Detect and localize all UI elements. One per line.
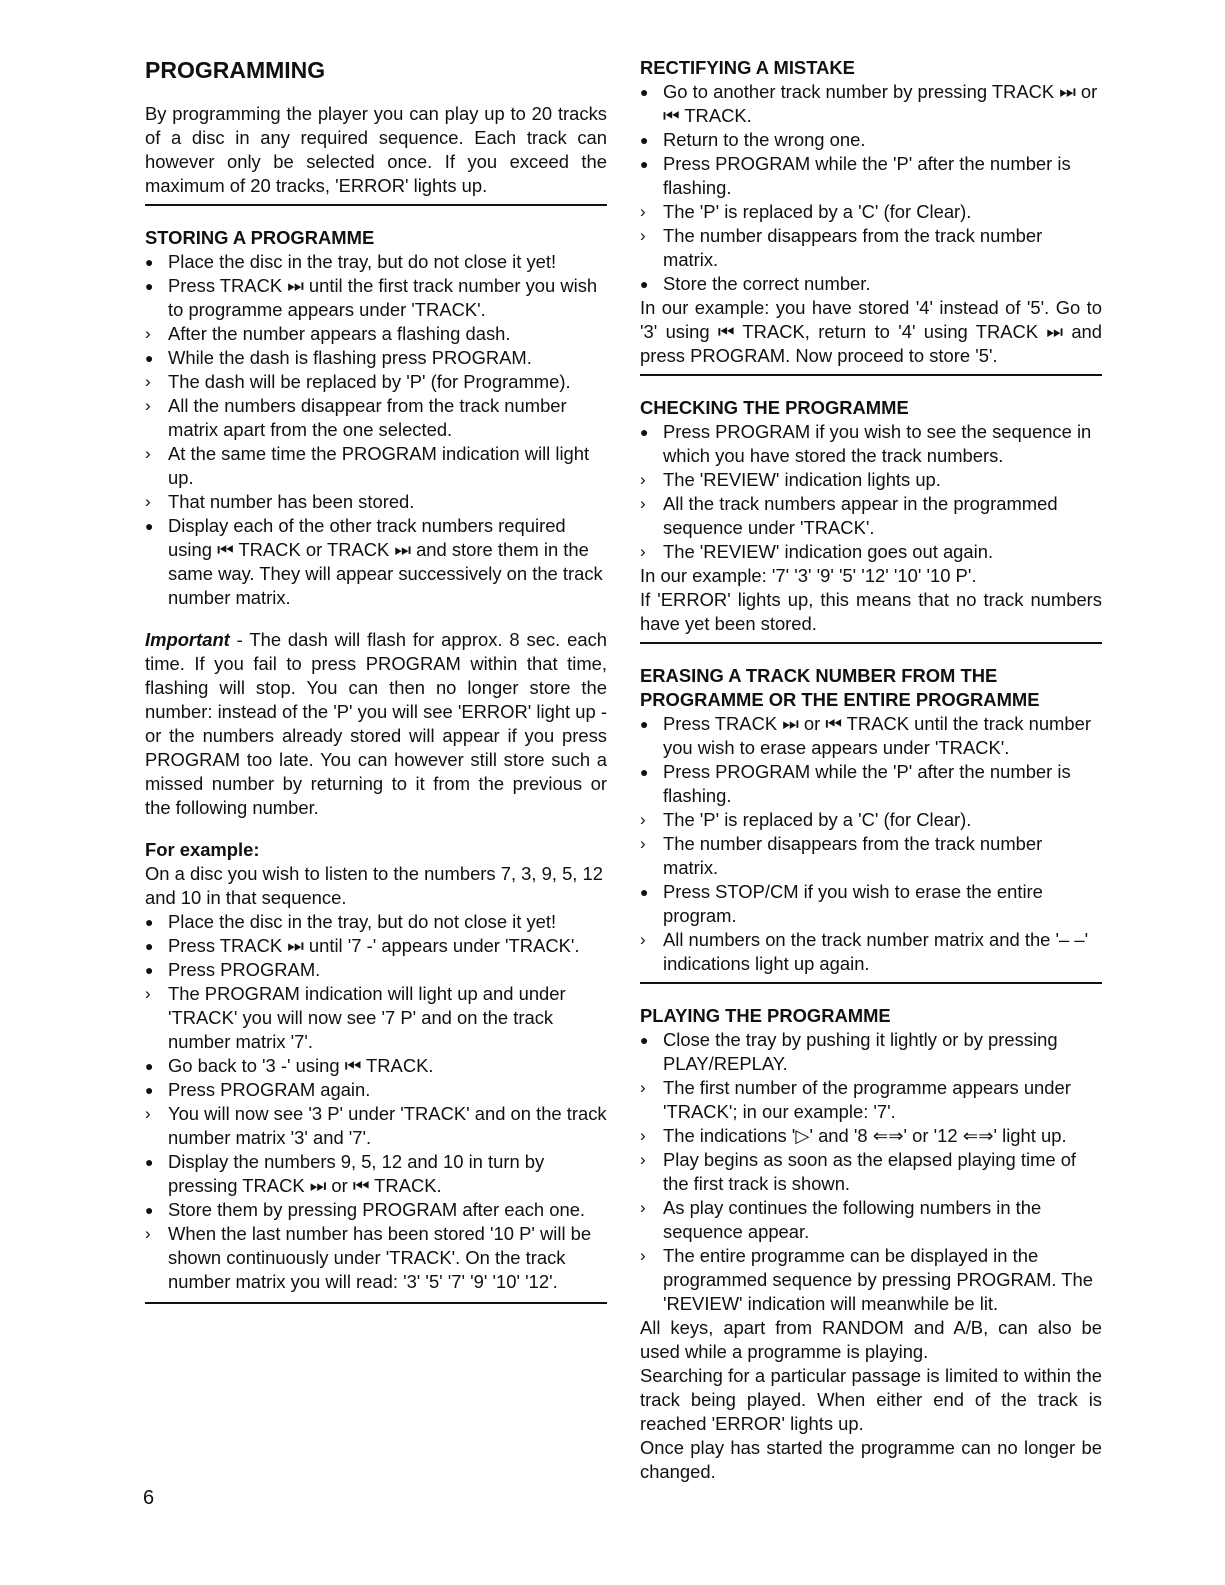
playing-list bbox=[640, 1028, 1102, 1316]
list-item bbox=[145, 1222, 607, 1294]
list-item bbox=[145, 934, 607, 958]
list-item-text: Store them by pressing PROGRAM after each one. bbox=[168, 1199, 586, 1220]
bullet-icon: ● bbox=[640, 156, 649, 172]
list-item bbox=[145, 1054, 607, 1078]
result-arrow-icon: › bbox=[145, 396, 151, 415]
bullet-icon: ● bbox=[145, 1202, 154, 1218]
list-item-text: Place the disc in the tray, but do not close it yet! bbox=[168, 911, 557, 932]
result-arrow-icon: › bbox=[640, 810, 646, 829]
result-arrow-icon: › bbox=[640, 1150, 646, 1169]
list-item-text: Place the disc in the tray, but do not close it yet! bbox=[168, 251, 557, 272]
section-divider bbox=[640, 374, 1102, 376]
bullet-icon: ● bbox=[640, 1032, 649, 1048]
list-item bbox=[640, 272, 1102, 296]
list-item bbox=[145, 394, 607, 442]
list-item bbox=[640, 1148, 1102, 1196]
section-divider bbox=[145, 1302, 607, 1304]
bullet-icon: ● bbox=[640, 276, 649, 292]
playing-title: PLAYING THE PROGRAMME bbox=[640, 1005, 891, 1026]
rectifying-title: RECTIFYING A MISTAKE bbox=[640, 57, 855, 78]
list-item-text: The indications '▷' and '8 ⇐⇒' or '12 ⇐⇒' light up. bbox=[663, 1125, 1067, 1146]
result-arrow-icon: › bbox=[145, 1224, 151, 1243]
list-item-text: Press PROGRAM while the 'P' after the number is flashing. bbox=[663, 153, 1071, 198]
list-item bbox=[640, 152, 1102, 200]
bullet-icon: ● bbox=[640, 716, 649, 732]
list-item bbox=[145, 1150, 607, 1198]
list-item-text: Display each of the other track numbers required using ⏮ TRACK or TRACK ⏭ and store them in the same way. They will appear successively on the track number matrix. bbox=[168, 515, 603, 608]
list-item bbox=[145, 514, 607, 610]
list-item-text: The number disappears from the track number matrix. bbox=[663, 225, 1043, 270]
list-item bbox=[640, 880, 1102, 928]
list-item-text: As play continues the following numbers in the sequence appear. bbox=[663, 1197, 1042, 1242]
bullet-icon: ● bbox=[145, 1082, 154, 1098]
list-item bbox=[145, 958, 607, 982]
list-item bbox=[145, 346, 607, 370]
list-item-text: Press PROGRAM again. bbox=[168, 1079, 371, 1100]
list-item-text: The entire programme can be displayed in the programmed sequence by pressing PROGRAM. The 'REVIEW' indication will meanwhile be lit. bbox=[663, 1245, 1093, 1314]
erasing-title: ERASING A TRACK NUMBER FROM THE PROGRAMME OR THE ENTIRE PROGRAMME bbox=[640, 665, 1040, 710]
list-item bbox=[640, 200, 1102, 224]
important-text: - The dash will flash for approx. 8 sec. each time. If you fail to press PROGRAM within that time, flashing will stop. You can then no longer store the number: instead of the 'P' you will see 'ERROR' light up - or the numbers already stored will appear if you press PROGRAM too late. You can however still store such a missed number by returning to it from the previous or the following number. bbox=[145, 629, 607, 818]
list-item bbox=[640, 1196, 1102, 1244]
list-item-text: Press PROGRAM if you wish to see the sequence in which you have stored the track numbers. bbox=[663, 421, 1092, 466]
result-arrow-icon: › bbox=[640, 226, 646, 245]
bullet-icon: ● bbox=[145, 1058, 154, 1074]
spacer bbox=[145, 610, 607, 628]
playing-after-3: Once play has started the programme can no longer be changed. bbox=[640, 1437, 1102, 1482]
list-item-text: Press PROGRAM while the 'P' after the number is flashing. bbox=[663, 761, 1071, 806]
example-title: For example: bbox=[145, 839, 260, 860]
list-item-text: You will now see '3 P' under 'TRACK' and on the track number matrix '3' and '7'. bbox=[168, 1103, 607, 1148]
list-item-text: Press PROGRAM. bbox=[168, 959, 321, 980]
page-number: 6 bbox=[143, 1487, 155, 1509]
checking-title: CHECKING THE PROGRAMME bbox=[640, 397, 909, 418]
list-item bbox=[640, 420, 1102, 468]
list-item bbox=[640, 1124, 1102, 1148]
result-arrow-icon: › bbox=[640, 202, 646, 221]
list-item-text: The 'REVIEW' indication lights up. bbox=[663, 469, 941, 490]
bullet-icon: ● bbox=[145, 914, 154, 930]
result-arrow-icon: › bbox=[145, 324, 151, 343]
right-column bbox=[640, 56, 1102, 1484]
bullet-icon: ● bbox=[145, 278, 154, 294]
list-item-text: Press TRACK ⏭ until '7 -' appears under 'TRACK'. bbox=[168, 935, 580, 956]
result-arrow-icon: › bbox=[640, 1126, 646, 1145]
checking-after-1: In our example: '7' '3' '9' '5' '12' '10' '10 P'. bbox=[640, 565, 977, 586]
section-divider bbox=[145, 204, 607, 206]
bullet-icon: ● bbox=[640, 884, 649, 900]
list-item-text: The 'REVIEW' indication goes out again. bbox=[663, 541, 994, 562]
page-title: PROGRAMMING bbox=[145, 57, 326, 83]
storing-list bbox=[145, 250, 607, 610]
erasing-list bbox=[640, 712, 1102, 976]
result-arrow-icon: › bbox=[640, 834, 646, 853]
list-item bbox=[145, 982, 607, 1054]
list-item bbox=[640, 808, 1102, 832]
result-arrow-icon: › bbox=[640, 542, 646, 561]
section-divider bbox=[640, 642, 1102, 644]
important-paragraph bbox=[145, 628, 607, 820]
list-item-text: Press TRACK ⏭ until the first track number you wish to programme appears under 'TRACK'. bbox=[168, 275, 598, 320]
bullet-icon: ● bbox=[145, 350, 154, 366]
playing-after-2: Searching for a particular passage is limited to within the track being played. When either end of the track is reached 'ERROR' lights up. bbox=[640, 1365, 1102, 1434]
bullet-icon: ● bbox=[145, 518, 154, 534]
result-arrow-icon: › bbox=[640, 494, 646, 513]
result-arrow-icon: › bbox=[145, 492, 151, 511]
bullet-icon: ● bbox=[640, 424, 649, 440]
bullet-icon: ● bbox=[640, 764, 649, 780]
list-item-text: Press STOP/CM if you wish to erase the entire program. bbox=[663, 881, 1043, 926]
list-item-text: Go back to '3 -' using ⏮ TRACK. bbox=[168, 1055, 434, 1076]
list-item bbox=[640, 128, 1102, 152]
result-arrow-icon: › bbox=[640, 1246, 646, 1265]
list-item bbox=[145, 910, 607, 934]
intro-paragraph: By programming the player you can play up to 20 tracks of a disc in any required sequence. Each track can however only be selected once. If you exceed the maximum of 20 tracks, 'ERROR' lights up. bbox=[145, 103, 607, 196]
list-item-text: All numbers on the track number matrix and the '– –' indications light up again. bbox=[663, 929, 1089, 974]
list-item-text: The first number of the programme appears under 'TRACK'; in our example: '7'. bbox=[663, 1077, 1071, 1122]
list-item bbox=[145, 490, 607, 514]
list-item bbox=[640, 224, 1102, 272]
list-item bbox=[640, 712, 1102, 760]
list-item bbox=[145, 274, 607, 322]
result-arrow-icon: › bbox=[145, 1104, 151, 1123]
list-item-text: Go to another track number by pressing TRACK ⏭ or ⏮ TRACK. bbox=[663, 81, 1098, 126]
rectifying-after: In our example: you have stored '4' instead of '5'. Go to '3' using ⏮ TRACK, return to '4' using TRACK ⏭ and press PROGRAM. Now proceed to store '5'. bbox=[640, 297, 1102, 366]
important-label: Important bbox=[145, 629, 230, 650]
list-item bbox=[640, 80, 1102, 128]
list-item-text: All the track numbers appear in the programmed sequence under 'TRACK'. bbox=[663, 493, 1058, 538]
list-item-text: All the numbers disappear from the track number matrix apart from the one selected. bbox=[168, 395, 567, 440]
list-item bbox=[145, 250, 607, 274]
list-item bbox=[640, 468, 1102, 492]
checking-after-2: If 'ERROR' lights up, this means that no track numbers have yet been stored. bbox=[640, 589, 1102, 634]
list-item-text: The PROGRAM indication will light up and under 'TRACK' you will now see '7 P' and on the track number matrix '7'. bbox=[168, 983, 566, 1052]
spacer bbox=[145, 820, 607, 838]
bullet-icon: ● bbox=[145, 1154, 154, 1170]
list-item-text: Display the numbers 9, 5, 12 and 10 in turn by pressing TRACK ⏭ or ⏮ TRACK. bbox=[168, 1151, 545, 1196]
result-arrow-icon: › bbox=[640, 1198, 646, 1217]
list-item-text: Press TRACK ⏭ or ⏮ TRACK until the track number you wish to erase appears under 'TRACK'. bbox=[663, 713, 1091, 758]
list-item bbox=[640, 1076, 1102, 1124]
list-item-text: The 'P' is replaced by a 'C' (for Clear). bbox=[663, 809, 972, 830]
list-item-text: The number disappears from the track number matrix. bbox=[663, 833, 1043, 878]
bullet-icon: ● bbox=[640, 132, 649, 148]
list-item bbox=[640, 492, 1102, 540]
left-column bbox=[145, 56, 607, 1324]
result-arrow-icon: › bbox=[640, 470, 646, 489]
result-arrow-icon: › bbox=[145, 984, 151, 1003]
example-list bbox=[145, 910, 607, 1294]
bullet-icon: ● bbox=[145, 254, 154, 270]
list-item bbox=[640, 832, 1102, 880]
list-item bbox=[145, 1102, 607, 1150]
list-item bbox=[145, 1198, 607, 1222]
list-item bbox=[145, 370, 607, 394]
checking-list bbox=[640, 420, 1102, 564]
bullet-icon: ● bbox=[640, 84, 649, 100]
list-item-text: When the last number has been stored '10 P' will be shown continuously under 'TRACK'. On the track number matrix you will read: '3' '5' '7' '9' '10' '12'. bbox=[168, 1223, 592, 1292]
list-item-text: Close the tray by pushing it lightly or by pressing PLAY/REPLAY. bbox=[663, 1029, 1058, 1074]
list-item-text: After the number appears a flashing dash. bbox=[168, 323, 511, 344]
result-arrow-icon: › bbox=[145, 372, 151, 391]
list-item bbox=[145, 442, 607, 490]
bullet-icon: ● bbox=[145, 962, 154, 978]
list-item-text: That number has been stored. bbox=[168, 491, 415, 512]
rectifying-list bbox=[640, 80, 1102, 296]
bullet-icon: ● bbox=[145, 938, 154, 954]
list-item bbox=[145, 1078, 607, 1102]
list-item-text: Store the correct number. bbox=[663, 273, 871, 294]
result-arrow-icon: › bbox=[640, 930, 646, 949]
list-item bbox=[640, 1244, 1102, 1316]
storing-title: STORING A PROGRAMME bbox=[145, 227, 375, 248]
result-arrow-icon: › bbox=[640, 1078, 646, 1097]
result-arrow-icon: › bbox=[145, 444, 151, 463]
list-item-text: While the dash is flashing press PROGRAM. bbox=[168, 347, 532, 368]
list-item bbox=[640, 928, 1102, 976]
list-item-text: The 'P' is replaced by a 'C' (for Clear). bbox=[663, 201, 972, 222]
list-item bbox=[640, 760, 1102, 808]
list-item-text: Return to the wrong one. bbox=[663, 129, 866, 150]
list-item bbox=[640, 540, 1102, 564]
list-item bbox=[145, 322, 607, 346]
list-item-text: At the same time the PROGRAM indication will light up. bbox=[168, 443, 590, 488]
list-item-text: Play begins as soon as the elapsed playing time of the first track is shown. bbox=[663, 1149, 1077, 1194]
section-divider bbox=[640, 982, 1102, 984]
example-intro: On a disc you wish to listen to the numbers 7, 3, 9, 5, 12 and 10 in that sequence. bbox=[145, 863, 603, 908]
list-item-text: The dash will be replaced by 'P' (for Programme). bbox=[168, 371, 571, 392]
list-item bbox=[640, 1028, 1102, 1076]
playing-after-1: All keys, apart from RANDOM and A/B, can also be used while a programme is playing. bbox=[640, 1317, 1102, 1362]
